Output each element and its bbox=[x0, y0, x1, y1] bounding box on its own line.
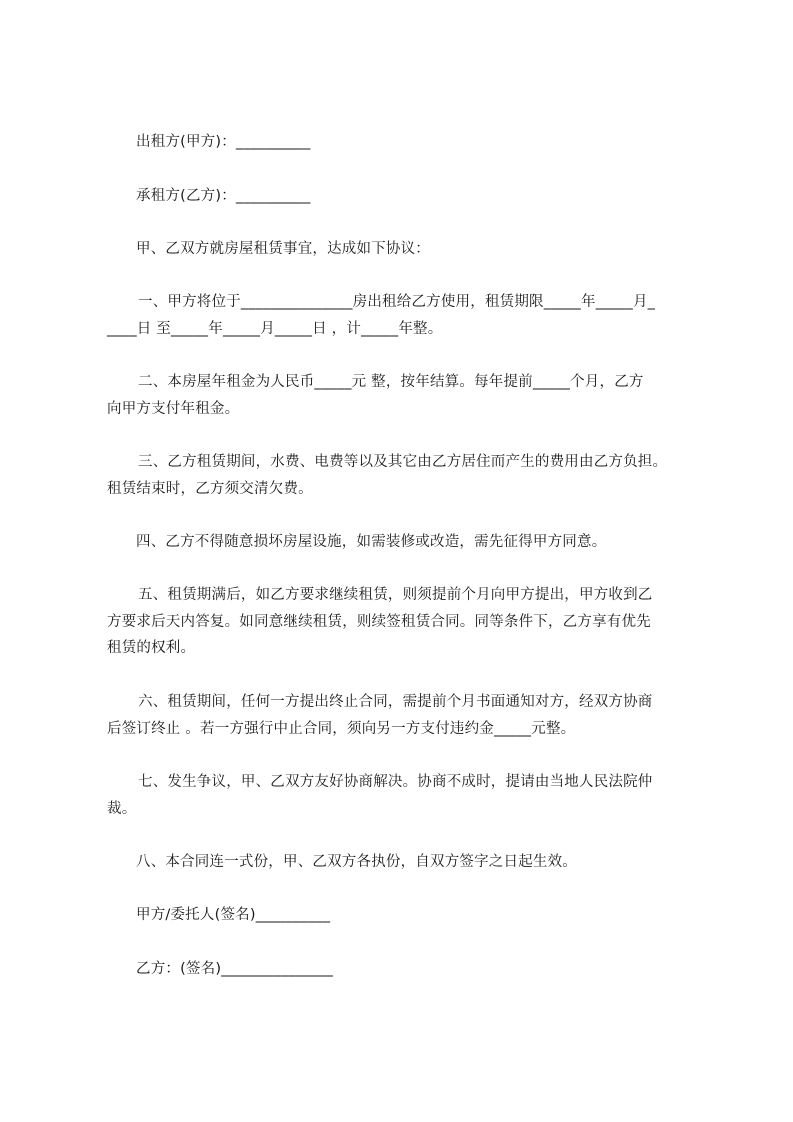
lessor-line: 出租方(甲方)：__________ bbox=[136, 134, 311, 150]
clause-4-line-1: 四、乙方不得随意损坏房屋设施，如需装修或改造，需先征得甲方同意。 bbox=[136, 534, 607, 550]
clause-6-line-1: 六、租赁期间，任何一方提出终止合同，需提前个月书面通知对方，经双方协商 bbox=[138, 694, 653, 710]
clause-6-line-2: 后签订终止 。若一方强行中止合同，须向另一方支付违约金_____元整。 bbox=[107, 721, 576, 737]
clause-7-line-2: 裁。 bbox=[107, 801, 137, 817]
clause-5-line-1: 五、租赁期满后，如乙方要求继续租赁，则须提前个月向甲方提出，甲方收到乙 bbox=[138, 587, 653, 603]
clause-2-line-1: 二、本房屋年租金为人民币_____元 整，按年结算。每年提前_____个月，乙方 bbox=[138, 374, 644, 390]
preamble: 甲、乙双方就房屋租赁事宜，达成如下协议： bbox=[136, 241, 430, 257]
clause-7-line-1: 七、发生争议，甲、乙双方友好协商解决。协商不成时，提请由当地人民法院仲 bbox=[138, 774, 653, 790]
clause-5-line-2: 方要求后天内答复。如同意继续租赁，则续签租赁合同。同等条件下，乙方享有优先 bbox=[107, 614, 651, 630]
clause-3-line-2: 租赁结束时，乙方须交清欠费。 bbox=[107, 481, 313, 497]
clause-2-line-2: 向甲方支付年租金。 bbox=[107, 401, 240, 417]
clause-3-line-1: 三、乙方租赁期间，水费、电费等以及其它由乙方居住而产生的费用由乙方负担。 bbox=[138, 454, 668, 470]
signature-party-a: 甲方/委托人(签名)__________ bbox=[136, 907, 331, 923]
clause-8-line-1: 八、本合同连一式份，甲、乙双方各执份，自双方签字之日起生效。 bbox=[136, 854, 577, 870]
clause-5-line-3: 租赁的权利。 bbox=[107, 640, 196, 656]
clause-1-line-2: ____日 至_____年_____月_____日 ，计_____年整。 bbox=[107, 321, 443, 337]
clause-1-line-1: 一、甲方将位于_______________房出租给乙方使用，租赁期限_____年_____月_ bbox=[138, 294, 656, 310]
signature-party-b: 乙方：(签名)_______________ bbox=[136, 961, 333, 977]
lessee-line: 承租方(乙方)：__________ bbox=[136, 188, 311, 204]
